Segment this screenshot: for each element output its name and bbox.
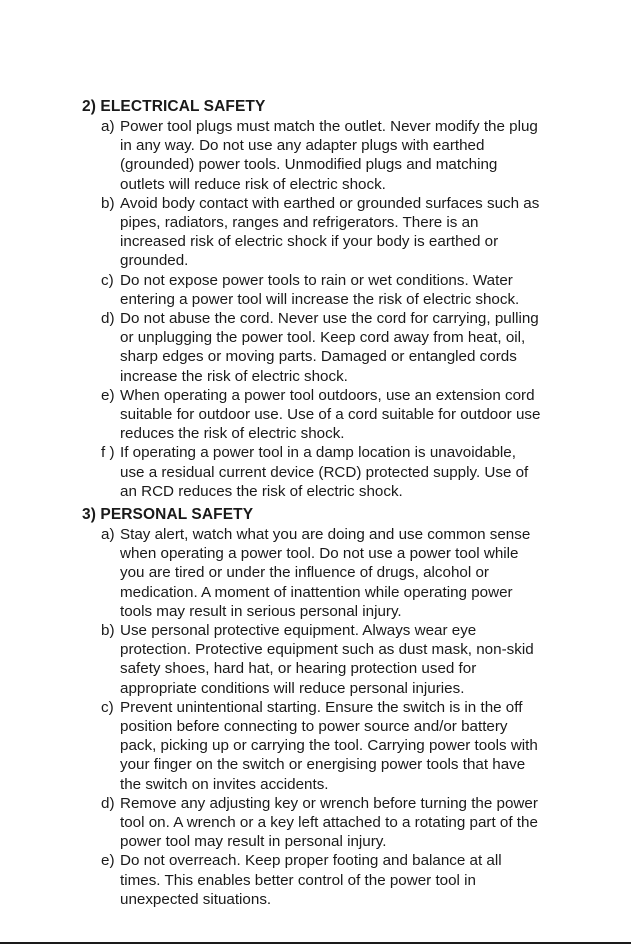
item-line: you are tired or under the influence of drugs, alcohol or (120, 564, 489, 582)
item-line: tools may result in serious personal injury. (120, 602, 402, 620)
safety-item (82, 621, 602, 698)
item-line: an RCD reduces the risk of electric shock. (120, 482, 403, 500)
section-electrical-safety (82, 97, 602, 501)
item-line: when operating a power tool. Do not use a power tool while (120, 545, 519, 563)
item-line: (grounded) power tools. Unmodified plugs and matching (120, 156, 498, 174)
item-line: Do not overreach. Keep proper footing and balance at all (120, 852, 502, 870)
item-line: your finger on the switch or energising power tools that have (120, 756, 526, 774)
item-line: use a residual current device (RCD) protected supply. Use of (120, 463, 529, 481)
item-marker: e) (101, 386, 115, 404)
item-line: times. This enables better control of the power tool in (120, 871, 476, 889)
item-marker: c) (101, 698, 114, 716)
safety-item (82, 309, 602, 386)
section-personal-safety (82, 505, 602, 909)
item-marker: a) (101, 118, 115, 135)
item-line: reduces the risk of electric shock. (120, 425, 345, 443)
item-line: increased risk of electric shock if your body is earthed or (120, 233, 499, 251)
item-line: position before connecting to power source and/or battery (120, 718, 508, 736)
item-line: in any way. Do not use any adapter plugs with earthed (120, 137, 485, 155)
safety-item-list (82, 525, 602, 909)
safety-item (82, 386, 602, 444)
item-line: Use personal protective equipment. Always wear eye (120, 622, 477, 640)
item-line: Power tool plugs must match the outlet. Never modify the plug (120, 118, 538, 135)
item-line: the switch on invites accidents. (120, 775, 329, 793)
section-title: 3) PERSONAL SAFETY (82, 506, 254, 523)
item-line: outlets will reduce risk of electric shock. (120, 175, 386, 193)
item-marker: f ) (101, 444, 115, 462)
item-marker: a) (101, 526, 115, 543)
item-line: Do not abuse the cord. Never use the cord for carrying, pulling (120, 310, 539, 328)
item-line: sharp edges or moving parts. Damaged or entangled cords (120, 348, 517, 366)
safety-item (82, 443, 602, 501)
item-line: Prevent unintentional starting. Ensure the switch is in the off (120, 698, 523, 716)
item-line: safety shoes, hard hat, or hearing protection used for (120, 660, 477, 678)
bottom-rule (0, 942, 631, 944)
safety-item (82, 851, 602, 909)
item-line: grounded. (120, 252, 189, 270)
item-line: entering a power tool will increase the risk of electric shock. (120, 290, 520, 308)
item-line: or unplugging the power tool. Keep cord away from heat, oil, (120, 329, 526, 347)
item-line: Stay alert, watch what you are doing and use common sense (120, 526, 531, 543)
item-line: appropriate conditions will reduce personal injuries. (120, 679, 465, 697)
item-line: Avoid body contact with earthed or grounded surfaces such as (120, 194, 540, 212)
item-marker: b) (101, 194, 115, 212)
safety-item (82, 117, 602, 194)
item-line: power tool may result in personal injury. (120, 833, 387, 851)
section-title: 2) ELECTRICAL SAFETY (82, 98, 266, 115)
item-line: When operating a power tool outdoors, use an extension cord (120, 386, 535, 404)
item-line: If operating a power tool in a damp location is unavoidable, (120, 444, 516, 462)
safety-item (82, 698, 602, 794)
safety-item (82, 525, 602, 621)
item-line: tool on. A wrench or a key left attached to a rotating part of the (120, 814, 538, 832)
item-line: medication. A moment of inattention while operating power (120, 583, 513, 601)
safety-item (82, 194, 602, 271)
item-line: suitable for outdoor use. Use of a cord suitable for outdoor use (120, 406, 541, 424)
item-line: Do not expose power tools to rain or wet conditions. Water (120, 271, 513, 289)
item-line: protection. Protective equipment such as dust mask, non-skid (120, 641, 534, 659)
item-line: pack, picking up or carrying the tool. Carrying power tools with (120, 737, 538, 755)
safety-item (82, 271, 602, 309)
item-line: Remove any adjusting key or wrench before turning the power (120, 794, 538, 812)
item-marker: d) (101, 310, 115, 328)
item-marker: c) (101, 271, 114, 289)
item-marker: b) (101, 622, 115, 640)
item-line: unexpected situations. (120, 890, 272, 908)
item-line: increase the risk of electric shock. (120, 367, 348, 385)
item-line: pipes, radiators, ranges and refrigerators. There is an (120, 214, 479, 232)
safety-item-list (82, 117, 602, 501)
item-marker: d) (101, 794, 115, 812)
item-marker: e) (101, 852, 115, 870)
safety-item (82, 794, 602, 852)
